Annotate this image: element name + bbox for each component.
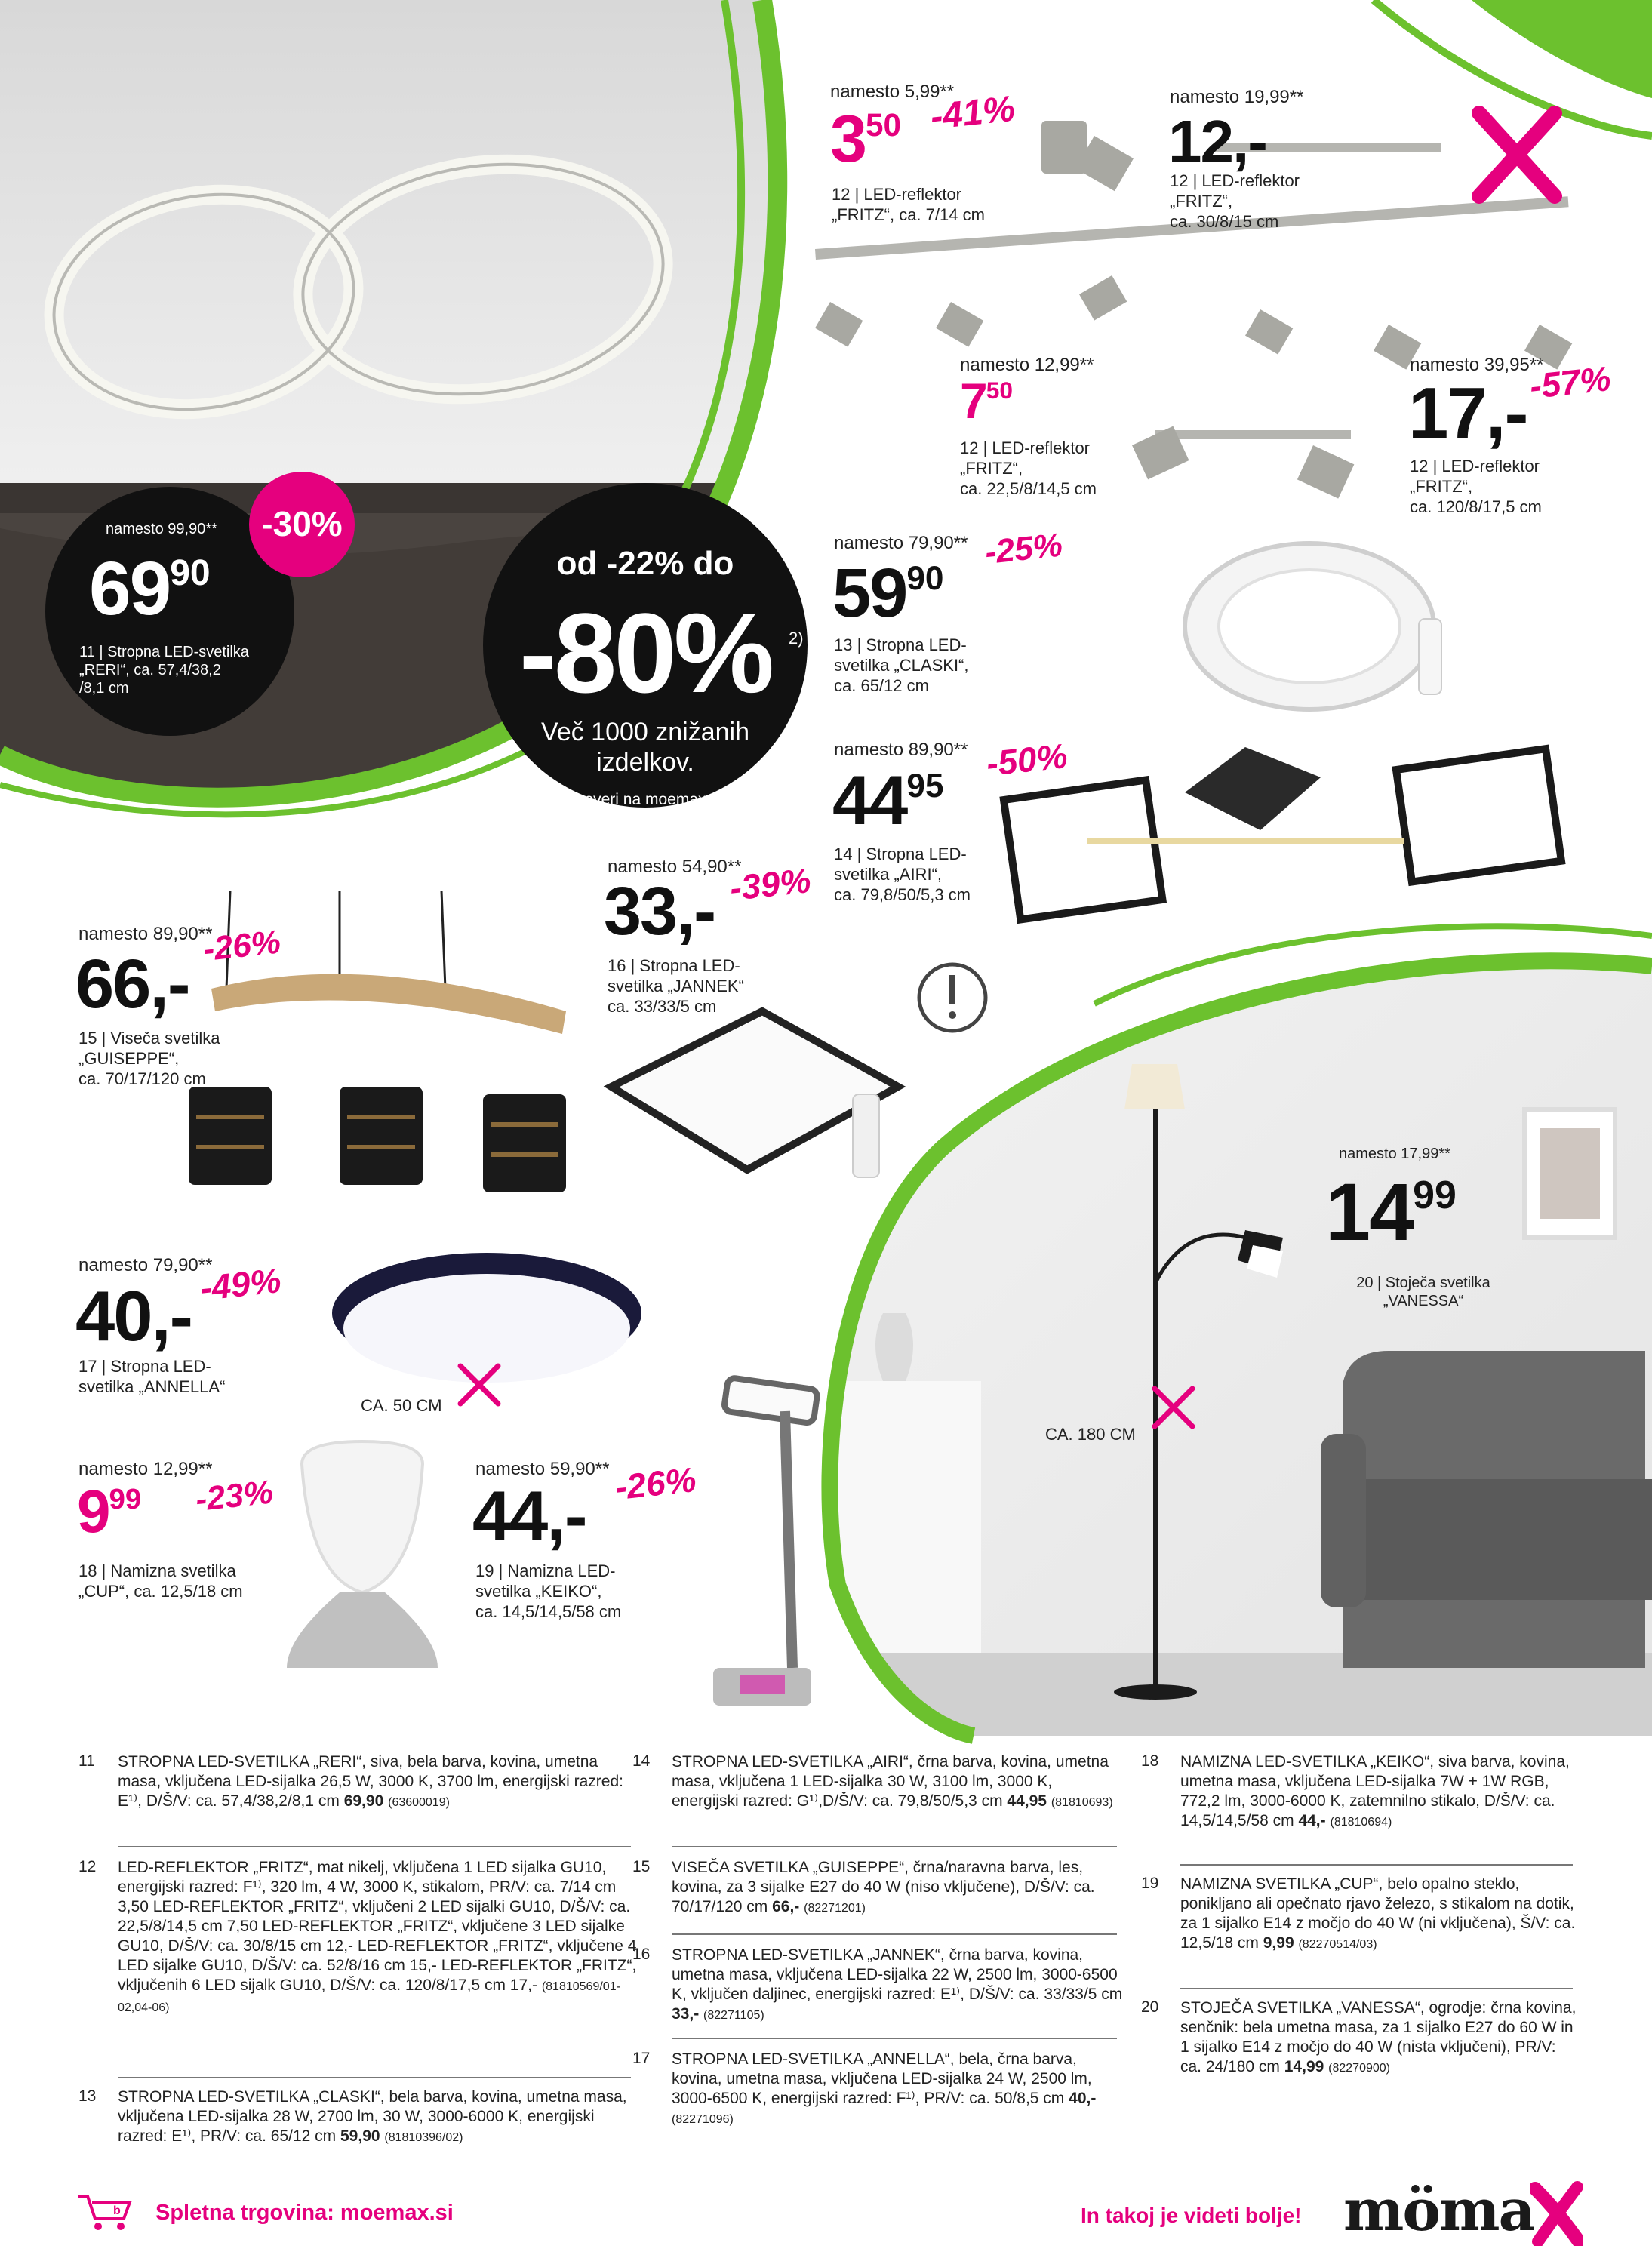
guiseppe-desc: 15 | Viseča svetilka „GUISEPPE“, ca. 70/17/120 cm <box>78 1029 220 1088</box>
footnote-code: (82270900) <box>1328 2062 1390 2075</box>
footnote-12 <box>78 1858 637 2018</box>
footnote-divider <box>1180 1988 1573 1989</box>
footnote-price: 69,90 <box>343 1792 384 1810</box>
footnote-divider <box>672 1846 1117 1847</box>
footnote-16 <box>632 1946 1123 2026</box>
footnote-divider <box>118 1846 631 1847</box>
jannek-was-price: namesto 54,90** <box>608 857 742 877</box>
reri-desc: 11 | Stropna LED-svetilka „RERI“, ca. 57,4/38,2 /8,1 cm <box>79 644 249 697</box>
keiko-price: 44,- <box>472 1478 586 1555</box>
footnote-text: STROPNA LED-SVETILKA „AIRI“, črna barva, kovina, umetna masa, vključena 1 LED-sijalka 30 W, 3100 lm, 3000 K, energijski razred: G¹⁾,D/Š/V: ca. 79,8/50/5,3 cm <box>672 1753 1109 1810</box>
footnote-num: 15 <box>632 1858 651 1875</box>
footnote-price: 40,- <box>1069 2090 1097 2107</box>
footnote-text: NAMIZNA SVETILKA „CUP“, belo opalno steklo, ponikljano ali opečnato rjavo železo, s stikalom na dotik, za 1 sijalko E14 z močjo do 40 W (ni vključena), Š/V: ca. 12,5/18 cm <box>1180 1875 1576 1952</box>
reri-was-price: namesto 99,90** <box>106 521 217 537</box>
fritz3-price: $7^{50}$ <box>960 373 1013 429</box>
reri-discount: -30% <box>261 504 343 543</box>
footnote-num: 16 <box>632 1946 651 1963</box>
fritz4-price: 17,- <box>1408 373 1527 454</box>
fritz1-was-price: namesto 5,99** <box>830 82 955 102</box>
footnote-divider <box>672 1933 1117 1935</box>
footnote-price: 14,99 <box>1284 2058 1324 2075</box>
vanessa-desc: 20 | Stoječa svetilka „VANESSA“ <box>1356 1275 1490 1309</box>
claski-desc: 13 | Stropna LED- svetilka „CLASKI“, ca. 65/12 cm <box>834 635 969 695</box>
fritz3-desc: 12 | LED-reflektor „FRITZ“, ca. 22,5/8/14,5 cm <box>960 438 1097 498</box>
keiko-discount: -26% <box>613 1460 698 1508</box>
footnote-price: 44,- <box>1298 1812 1326 1829</box>
footnote-num: 20 <box>1141 1998 1159 2016</box>
footnote-text: STROPNA LED-SVETILKA „CLASKI“, bela barva, kovina, umetna masa, vključena LED-sijalka 28 W, 2700 lm, 30 W, 3000-6000 K, energijski razred: E¹⁾, PR/V: ca. 65/12 cm <box>118 2088 627 2145</box>
footnote-code: (81810569/01-02,04-06) <box>118 1980 620 2014</box>
annella-desc: 17 | Stropna LED- svetilka „ANNELLA“ <box>78 1357 226 1396</box>
vanessa-price: $14^{99}$ <box>1325 1166 1457 1257</box>
promo-line2: Več 1000 znižanih izdelkov. <box>541 718 749 777</box>
footnote-17 <box>632 2050 1123 2130</box>
shop-link[interactable]: Spletna trgovina: moemax.si <box>155 2201 454 2225</box>
footnote-price: 9,99 <box>1263 1934 1294 1952</box>
annella-dimension: CA. 50 CM <box>361 1396 442 1415</box>
footnote-divider <box>118 2077 631 2078</box>
footnote-divider <box>672 2038 1117 2039</box>
cup-discount: -23% <box>193 1473 275 1519</box>
airi-price: $44^{95}$ <box>832 762 944 839</box>
footnote-num: 17 <box>632 2050 651 2067</box>
fritz1-discount: -41% <box>928 88 1017 138</box>
footnote-text: VISEČA SVETILKA „GUISEPPE“, črna/naravna barva, les, kovina, za 3 sijalke E27 do 40 W (niso vključene), D/Š/V: ca. 70/17/120 cm <box>672 1859 1095 1915</box>
slogan: In takoj je videti bolje! <box>1081 2204 1302 2227</box>
annella-price: 40,- <box>75 1276 192 1355</box>
fritz1-price: $3^{50}$ <box>830 101 901 176</box>
promo-sup: 2) <box>789 629 804 648</box>
footnote-price: 59,90 <box>340 2127 380 2145</box>
footnote-code: (81810694) <box>1330 1816 1392 1829</box>
fritz2-desc: 12 | LED-reflektor „FRITZ“, ca. 30/8/15 cm <box>1170 171 1300 231</box>
airi-was-price: namesto 89,90** <box>834 740 968 760</box>
brand-logo-text: möma <box>1343 2176 1534 2244</box>
keiko-desc: 19 | Namizna LED- svetilka „KEIKO“, ca. 14,5/14,5/58 cm <box>475 1561 622 1621</box>
footnote-num: 19 <box>1141 1875 1159 1892</box>
claski-price: $59^{90}$ <box>832 555 944 632</box>
fritz2-price: 12,- <box>1168 108 1266 175</box>
annella-discount: -49% <box>198 1260 283 1309</box>
annella-was-price: namesto 79,90** <box>78 1255 213 1275</box>
promo-line3: Preveri na moemax.si <box>568 791 722 808</box>
footnote-text: STOJEČA SVETILKA „VANESSA“, ogrodje: črna kovina, senčnik: bela umetna masa, za 1 sijalko E27 do 60 W in 1 sijalko E14 z močjo do 40 W (nista vključeni), PR/V: ca. 24/180 cm <box>1180 1999 1577 2075</box>
footnote-14 <box>632 1752 1123 1813</box>
guiseppe-was-price: namesto 89,90** <box>78 924 213 944</box>
footnote-20 <box>1141 1998 1579 2078</box>
cup-desc: 18 | Namizna svetilka „CUP“, ca. 12,5/18 cm <box>78 1561 243 1601</box>
footnote-code: (82271201) <box>804 1902 866 1915</box>
fritz3-was-price: namesto 12,99** <box>960 355 1094 375</box>
footnote-11 <box>78 1752 637 1813</box>
fritz4-discount: -57% <box>1527 358 1613 407</box>
promo-big: -80% <box>518 589 772 716</box>
footnote-text: STROPNA LED-SVETILKA „ANNELLA“, bela, črna barva, kovina, umetna masa, vključena LED-sijalka 24 W, 2500 lm, 3000-6500 K, energijski razred: F¹⁾, PR/V: ca. 50/8,5 cm <box>672 2050 1092 2107</box>
footnote-price: 66,- <box>772 1898 800 1915</box>
svg-text:b: b <box>113 2204 121 2217</box>
footnote-13 <box>78 2087 637 2148</box>
footnote-code: (63600019) <box>388 1796 450 1809</box>
footnote-num: 14 <box>632 1752 651 1770</box>
jannek-price: 33,- <box>604 874 715 949</box>
footnote-text: NAMIZNA LED-SVETILKA „KEIKO“, siva barva, kovina, umetna masa, vključena LED-sijalka 7W + 1W RGB, 772,2 lm, 3000-6000 K, zatemnilno stikalo, D/Š/V: ca. 14,5/14,5/58 cm <box>1180 1753 1570 1829</box>
guiseppe-price: 66,- <box>75 946 189 1023</box>
promo-line1: od -22% do <box>556 545 734 582</box>
keiko-was-price: namesto 59,90** <box>475 1459 610 1479</box>
footnote-text: LED-REFLEKTOR „FRITZ“, mat nikelj, vključena 1 LED sijalka GU10, energijski razred: F¹⁾, 320 lm, 4 W, 3000 K, stikalom, PR/V: ca. 7/14 cm 3,50 LED-REFLEKTOR „FRITZ“, vključeni 2 LED sijalki GU10, D/Š/V: ca. 22,5/8/14,5 cm 7,50 LED-REFLEKTOR „FRITZ“, vključene 3 LED sijalke GU10, D/Š/V: ca. 30/8/15 cm 12,- LED-REFLEKTOR „FRITZ“, vključene 4 LED sijalke GU10, D/Š/V: ca. 52/8/16 cm 15,- LED-REFLEKTOR „FRITZ“, vključenih 6 LED sijalk GU10, D/Š/V: ca. 120/8/17,5 cm 17,- <box>118 1859 637 1994</box>
footnote-num: 11 <box>78 1752 95 1770</box>
footnote-divider <box>1180 1864 1573 1866</box>
fritz4-was-price: namesto 39,95** <box>1410 355 1544 375</box>
airi-discount: -50% <box>984 736 1069 784</box>
footnote-num: 12 <box>78 1858 97 1875</box>
fritz4-desc: 12 | LED-reflektor „FRITZ“, ca. 120/8/17,5 cm <box>1410 457 1542 516</box>
footnote-code: (81810693) <box>1051 1796 1113 1809</box>
footnote-text: STROPNA LED-SVETILKA „JANNEK“, črna barva, kovina, umetna masa, vključena LED-sijalka 22 W, 2500 lm, 3000-6500 K, vključen daljinec, energijski razred: E¹⁾, D/Š/V: ca. 33/33/5 cm <box>672 1946 1123 2003</box>
brand-logo <box>1343 2176 1534 2244</box>
guiseppe-discount: -26% <box>201 923 283 969</box>
shopping-cart-icon[interactable] <box>75 2192 136 2234</box>
footnote-num: 13 <box>78 2087 97 2105</box>
jannek-discount: -39% <box>728 860 813 909</box>
airi-desc: 14 | Stropna LED- svetilka „AIRI“, ca. 79,8/50/5,3 cm <box>834 844 971 904</box>
claski-discount: -25% <box>983 526 1065 572</box>
footnote-19 <box>1141 1875 1579 1955</box>
footnote-price: 44,95 <box>1007 1792 1047 1810</box>
footnote-15 <box>632 1858 1123 1918</box>
footnote-code: (82271096) <box>672 2113 734 2126</box>
jannek-desc: 16 | Stropna LED- svetilka „JANNEK“ ca. 33/33/5 cm <box>608 956 744 1016</box>
vanessa-was-price: namesto 17,99** <box>1339 1146 1450 1162</box>
footnote-code: (82270514/03) <box>1298 1938 1377 1951</box>
brand-x-icon <box>1530 2181 1583 2246</box>
vanessa-dimension: CA. 180 CM <box>1045 1425 1136 1444</box>
footnote-price: 33,- <box>672 2005 700 2023</box>
cup-price: $9^{99}$ <box>77 1478 142 1545</box>
footnote-num: 18 <box>1141 1752 1159 1770</box>
footnote-code: (81810396/02) <box>384 2131 463 2144</box>
footnote-code: (82271105) <box>703 2009 764 2022</box>
footnote-text: STROPNA LED-SVETILKA „RERI“, siva, bela barva, kovina, umetna masa, vključena LED-sijalka 26,5 W, 3000 K, 3700 lm, energijski razred: E¹⁾, D/Š/V: ca. 57,4/38,2/8,1 cm <box>118 1753 623 1810</box>
fritz1-desc: 12 | LED-reflektor „FRITZ“, ca. 7/14 cm <box>832 185 985 224</box>
claski-was-price: namesto 79,90** <box>834 533 968 553</box>
fritz2-was-price: namesto 19,99** <box>1170 87 1304 107</box>
reri-price: $69^{90}$ <box>89 546 211 631</box>
footnote-18 <box>1141 1752 1579 1832</box>
cup-was-price: namesto 12,99** <box>78 1459 213 1479</box>
